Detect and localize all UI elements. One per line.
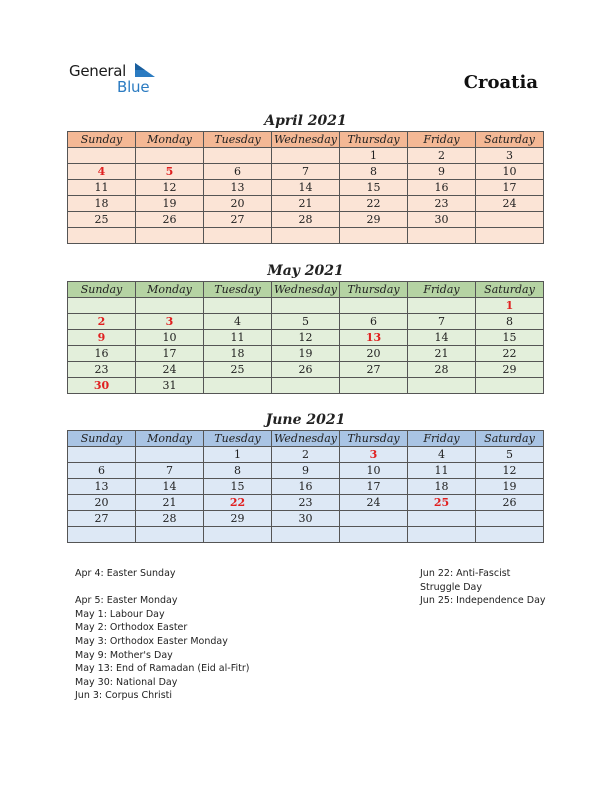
day-cell: 28 [408,362,476,378]
week-row [68,511,544,527]
holiday-note: Apr 4: Easter Sunday [75,568,176,579]
weekday-header: Tuesday [204,132,272,148]
brand-name-part2: Blue [117,78,150,96]
week-row [68,527,544,543]
weekday-header: Monday [136,132,204,148]
day-cell [340,378,408,394]
day-cell: 17 [340,479,408,495]
day-cell: 2 [272,447,340,463]
day-cell: 12 [272,330,340,346]
weekday-header-row [68,282,544,298]
day-cell: 1 [476,298,544,314]
day-cell: 4 [408,447,476,463]
day-cell: 24 [476,196,544,212]
day-cell: 3 [476,148,544,164]
day-cell: 20 [204,196,272,212]
day-cell: 23 [408,196,476,212]
day-cell [204,527,272,543]
month-may [67,261,544,394]
country-title: Croatia [463,72,538,93]
day-cell: 5 [476,447,544,463]
weekday-header: Sunday [68,132,136,148]
day-cell [204,378,272,394]
holiday-note: May 30: National Day [75,676,178,688]
holiday-note: Jun 22: Anti-Fascist [420,568,511,579]
day-cell: 23 [68,362,136,378]
week-row [68,378,544,394]
day-cell: 20 [340,346,408,362]
day-cell: 7 [136,463,204,479]
day-cell [204,228,272,244]
weekday-header: Thursday [340,132,408,148]
day-cell [340,228,408,244]
day-cell [68,298,136,314]
day-cell [408,527,476,543]
day-cell [68,527,136,543]
weekday-header: Tuesday [204,431,272,447]
weekday-header: Thursday [340,282,408,298]
holiday-note: May 3: Orthodox Easter Monday [75,635,228,647]
day-cell: 17 [476,180,544,196]
holiday-notes-right [420,567,546,608]
day-cell [272,378,340,394]
day-cell [476,527,544,543]
day-cell: 19 [136,196,204,212]
day-cell: 21 [136,495,204,511]
week-row [68,148,544,164]
day-cell: 19 [476,479,544,495]
month-title: June 2021 [265,412,346,428]
weekday-header: Friday [408,282,476,298]
brand-name-part1: General [69,62,127,80]
day-cell [136,228,204,244]
weekday-header: Friday [408,132,476,148]
day-cell [136,298,204,314]
week-row [68,212,544,228]
weekday-header: Sunday [68,431,136,447]
day-cell: 11 [408,463,476,479]
holiday-note: Struggle Day [420,581,483,593]
week-row [68,314,544,330]
brand-logo [69,60,169,96]
day-cell: 8 [204,463,272,479]
weekday-header: Friday [408,431,476,447]
month-apr [67,111,544,244]
day-cell: 3 [136,314,204,330]
day-cell: 22 [476,346,544,362]
weekday-header: Sunday [68,282,136,298]
holiday-note: May 9: Mother's Day [75,649,173,661]
day-cell: 19 [272,346,340,362]
day-cell: 5 [136,164,204,180]
weekday-header: Saturday [476,132,544,148]
week-row [68,495,544,511]
day-cell [408,228,476,244]
day-cell: 27 [68,511,136,527]
day-cell: 18 [68,196,136,212]
day-cell: 26 [136,212,204,228]
day-cell: 13 [204,180,272,196]
day-cell: 6 [204,164,272,180]
day-cell: 14 [408,330,476,346]
day-cell [204,298,272,314]
day-cell: 17 [136,346,204,362]
day-cell: 26 [272,362,340,378]
day-cell [272,298,340,314]
day-cell [476,511,544,527]
day-cell: 22 [340,196,408,212]
day-cell: 28 [272,212,340,228]
day-cell: 20 [68,495,136,511]
day-cell: 16 [68,346,136,362]
holiday-note: Jun 3: Corpus Christi [75,690,173,702]
day-cell: 8 [340,164,408,180]
day-cell: 5 [272,314,340,330]
week-row [68,346,544,362]
day-cell [272,148,340,164]
week-row [68,362,544,378]
weekday-header-row [68,431,544,447]
day-cell: 9 [408,164,476,180]
weekday-header: Tuesday [204,282,272,298]
day-cell: 24 [136,362,204,378]
day-cell: 22 [204,495,272,511]
day-cell: 31 [136,378,204,394]
week-row [68,228,544,244]
holiday-note: May 2: Orthodox Easter [75,622,188,634]
day-cell: 27 [340,362,408,378]
day-cell: 12 [136,180,204,196]
calendar-grid [67,430,544,543]
day-cell: 13 [340,330,408,346]
day-cell: 6 [68,463,136,479]
day-cell: 12 [476,463,544,479]
day-cell: 15 [476,330,544,346]
day-cell: 21 [408,346,476,362]
day-cell: 24 [340,495,408,511]
week-row [68,330,544,346]
day-cell: 15 [204,479,272,495]
calendar-grid [67,281,544,394]
day-cell: 10 [136,330,204,346]
day-cell: 21 [272,196,340,212]
month-title: May 2021 [267,263,344,279]
holiday-note: May 1: Labour Day [75,608,165,620]
weekday-header: Thursday [340,431,408,447]
weekday-header: Wednesday [272,132,340,148]
holiday-note [75,581,249,595]
day-cell: 25 [68,212,136,228]
day-cell [340,527,408,543]
day-cell: 14 [136,479,204,495]
weekday-header: Wednesday [272,282,340,298]
day-cell: 18 [204,346,272,362]
day-cell: 25 [204,362,272,378]
day-cell: 7 [272,164,340,180]
day-cell: 30 [272,511,340,527]
day-cell: 2 [408,148,476,164]
weekday-header: Wednesday [272,431,340,447]
day-cell: 8 [476,314,544,330]
week-row [68,164,544,180]
holiday-notes-left [75,567,249,703]
month-title: April 2021 [264,113,347,129]
day-cell [68,148,136,164]
holiday-note: May 13: End of Ramadan (Eid al-Fitr) [75,663,250,675]
day-cell: 10 [340,463,408,479]
day-cell: 18 [408,479,476,495]
day-cell: 25 [408,495,476,511]
day-cell: 9 [68,330,136,346]
day-cell: 30 [68,378,136,394]
holiday-note: Jun 25: Independence Day [420,595,546,607]
day-cell: 29 [340,212,408,228]
day-cell: 16 [408,180,476,196]
day-cell: 26 [476,495,544,511]
brand-flag-icon [135,63,155,77]
day-cell [68,447,136,463]
day-cell: 1 [340,148,408,164]
weekday-header: Monday [136,431,204,447]
day-cell: 23 [272,495,340,511]
calendar-grid [67,131,544,244]
day-cell: 13 [68,479,136,495]
day-cell [204,148,272,164]
day-cell [272,527,340,543]
day-cell [136,447,204,463]
day-cell [408,378,476,394]
week-row [68,447,544,463]
week-row [68,298,544,314]
day-cell: 4 [68,164,136,180]
week-row [68,463,544,479]
weekday-header: Saturday [476,282,544,298]
day-cell [340,511,408,527]
day-cell [136,148,204,164]
week-row [68,479,544,495]
day-cell: 7 [408,314,476,330]
day-cell [476,378,544,394]
week-row [68,180,544,196]
day-cell: 9 [272,463,340,479]
day-cell [272,228,340,244]
day-cell: 30 [408,212,476,228]
day-cell: 1 [204,447,272,463]
holiday-note: Apr 5: Easter Monday [75,595,178,607]
day-cell [68,228,136,244]
weekday-header: Saturday [476,431,544,447]
day-cell: 28 [136,511,204,527]
day-cell: 29 [476,362,544,378]
day-cell: 6 [340,314,408,330]
day-cell: 14 [272,180,340,196]
day-cell [408,511,476,527]
day-cell: 27 [204,212,272,228]
day-cell: 16 [272,479,340,495]
day-cell [340,298,408,314]
weekday-header-row [68,132,544,148]
day-cell [476,228,544,244]
day-cell: 29 [204,511,272,527]
day-cell [408,298,476,314]
day-cell: 11 [68,180,136,196]
day-cell: 4 [204,314,272,330]
weekday-header: Monday [136,282,204,298]
day-cell [136,527,204,543]
day-cell: 15 [340,180,408,196]
day-cell [476,212,544,228]
week-row [68,196,544,212]
month-jun [67,410,544,543]
day-cell: 10 [476,164,544,180]
day-cell: 2 [68,314,136,330]
day-cell: 3 [340,447,408,463]
day-cell: 11 [204,330,272,346]
